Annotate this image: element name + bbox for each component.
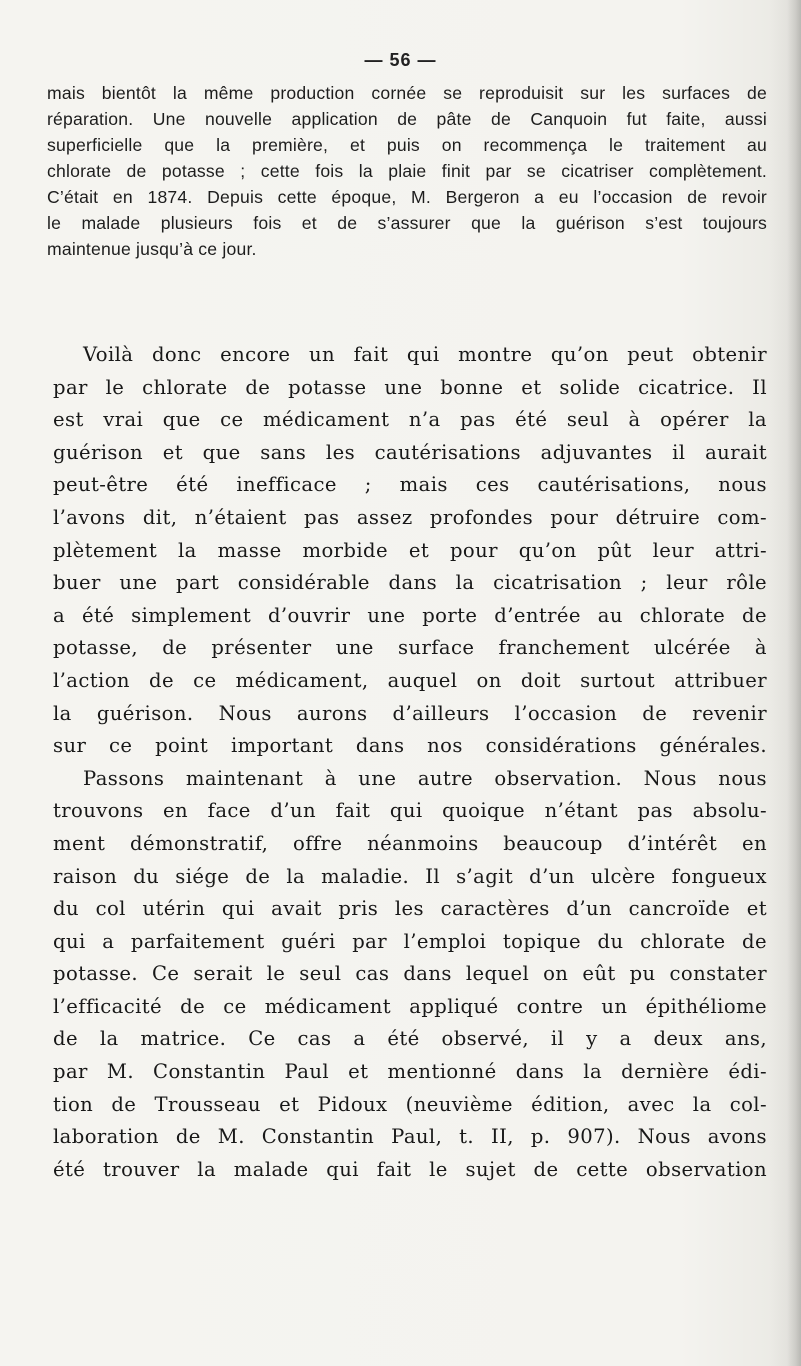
text-line: peut-être été inefficace ; mais ces cautérisations, nous <box>53 473 767 497</box>
text-line: de la matrice. Ce cas a été observé, il y a deux ans, <box>53 1027 767 1051</box>
text-line: du col utérin qui avait pris les caractères d’un cancroïde et <box>53 897 767 921</box>
small-print-paragraph <box>47 80 767 262</box>
page-edge-shadow <box>787 0 801 1366</box>
text-line: maintenue jusqu’à ce jour. <box>47 239 257 259</box>
text-line: raison du siége de la maladie. Il s’agit d’un ulcère fongueux <box>53 864 767 888</box>
text-line: qui a parfaitement guéri par l’emploi topique du chlorate de <box>53 929 767 953</box>
text-line: sur ce point important dans nos considérations générales. <box>53 734 767 758</box>
text-line: plètement la masse morbide et pour qu’on pût leur attri- <box>53 538 767 562</box>
text-line: l’avons dit, n’étaient pas assez profondes pour détruire com- <box>53 505 767 529</box>
text-line: trouvons en face d’un fait qui quoique n’étant pas absolu- <box>53 799 767 823</box>
text-line: le malade plusieurs fois et de s’assurer que la guérison s’est toujours <box>47 213 767 233</box>
text-line: superficielle que la première, et puis on recommença le traitement au <box>47 135 767 155</box>
text-line: Passons maintenant à une autre observation. Nous nous <box>83 766 767 790</box>
text-line: a été simplement d’ouvrir une porte d’entrée au chlorate de <box>53 603 767 627</box>
text-line: l’action de ce médicament, auquel on doit surtout attribuer <box>53 668 767 692</box>
text-line: C’était en 1874. Depuis cette époque, M. Bergeron a eu l’occasion de revoir <box>47 187 767 207</box>
text-line: par M. Constantin Paul et mentionné dans la dernière édi- <box>53 1060 767 1084</box>
text-line: potasse, de présenter une surface franchement ulcérée à <box>53 636 767 660</box>
text-line: Voilà donc encore un fait qui montre qu’on peut obtenir <box>83 343 767 366</box>
text-line: est vrai que ce médicament n’a pas été seul à opérer la <box>53 408 767 432</box>
text-line: guérison et que sans les cautérisations adjuvantes il aurait <box>53 440 767 464</box>
text-line: chlorate de potasse ; cette fois la plaie finit par se cicatriser complètement. <box>47 161 767 181</box>
text-line: potasse. Ce serait le seul cas dans lequel on eût pu constater <box>53 962 767 986</box>
text-line: mais bientôt la même production cornée se reproduisit sur les surfaces de <box>47 83 767 103</box>
text-line: réparation. Une nouvelle application de pâte de Canquoin fut faite, aussi <box>47 109 767 129</box>
text-line: par le chlorate de potasse une bonne et solide cicatrice. Il <box>53 375 767 399</box>
text-line: laboration de M. Constantin Paul, t. II, p. 907). Nous avons <box>53 1125 767 1149</box>
text-line: tion de Trousseau et Pidoux (neuvième édition, avec la col- <box>53 1092 767 1116</box>
text-line: l’efficacité de ce médicament appliqué contre un épithéliome <box>53 994 767 1018</box>
text-line: buer une part considérable dans la cicatrisation ; leur rôle <box>53 571 767 595</box>
text-line: la guérison. Nous aurons d’ailleurs l’occasion de revenir <box>53 701 767 725</box>
text-line: été trouver la malade qui fait le sujet de cette observation <box>53 1157 767 1181</box>
page-number: — 56 — <box>364 50 437 70</box>
text-line: ment démonstratif, offre néanmoins beaucoup d’intérêt en <box>53 831 767 855</box>
main-text <box>53 339 767 1186</box>
